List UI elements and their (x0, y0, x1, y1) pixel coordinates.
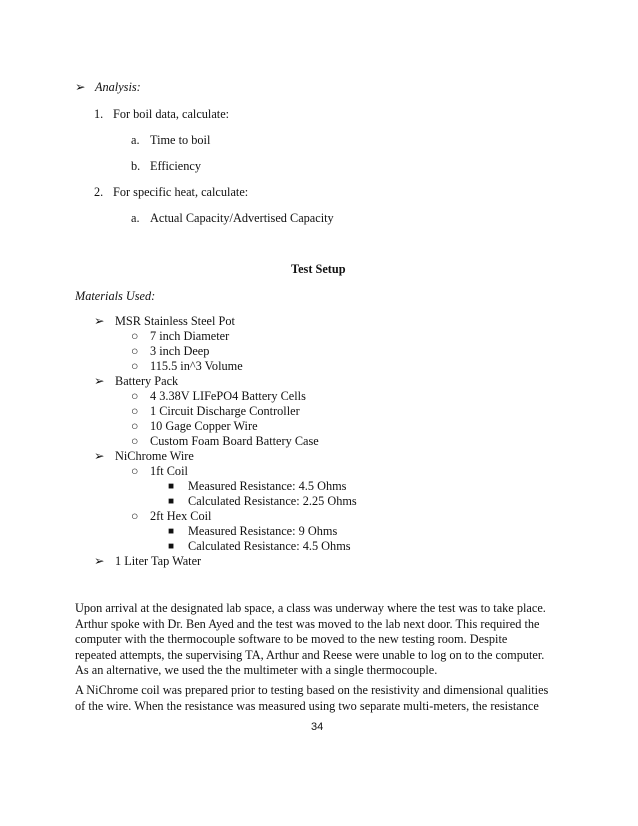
material-detail: Custom Foam Board Battery Case (150, 434, 319, 448)
arrow-bullet-icon: ➢ (94, 554, 105, 568)
arrow-bullet-icon: ➢ (94, 314, 105, 328)
paragraph-line: As an alternative, we used the the multimeter with a single thermocouple. (75, 663, 438, 678)
material-detail: 1ft Coil (150, 464, 188, 478)
material-subdetail: Measured Resistance: 9 Ohms (188, 524, 338, 538)
material-subdetail: Calculated Resistance: 4.5 Ohms (188, 539, 351, 553)
material-detail: 1 Circuit Discharge Controller (150, 404, 300, 418)
list-item: For specific heat, calculate: (113, 185, 249, 199)
material-item: MSR Stainless Steel Pot (115, 314, 235, 328)
circle-bullet-icon: ○ (131, 509, 139, 523)
material-subdetail: Calculated Resistance: 2.25 Ohms (188, 494, 357, 508)
circle-bullet-icon: ○ (131, 464, 139, 478)
list-letter: a. (131, 211, 140, 225)
material-detail: 115.5 in^3 Volume (150, 359, 243, 373)
paragraph-line: of the wire. When the resistance was measured using two separate multi-meters, the resistance (75, 698, 539, 713)
body-paragraph (75, 601, 565, 679)
arrow-bullet-icon: ➢ (75, 80, 86, 94)
circle-bullet-icon: ○ (131, 404, 139, 418)
list-number: 1. (94, 107, 104, 121)
analysis-heading: Analysis: (95, 80, 141, 94)
square-bullet-icon: ■ (168, 496, 175, 507)
material-detail: 10 Gage Copper Wire (150, 419, 258, 433)
materials-label: Materials Used: (75, 289, 156, 303)
circle-bullet-icon: ○ (131, 419, 139, 433)
paragraph-line: A NiChrome coil was prepared prior to testing based on the resistivity and dimensional qualities (75, 683, 549, 697)
material-detail: 7 inch Diameter (150, 329, 230, 343)
list-subitem: Time to boil (150, 133, 211, 147)
circle-bullet-icon: ○ (131, 389, 139, 403)
list-item: For boil data, calculate: (113, 107, 230, 121)
paragraph-line: repeated attempts, the supervising TA, Arthur and Reese were unable to log on to the computer. (75, 647, 545, 662)
material-detail: 4 3.38V LIFePO4 Battery Cells (150, 389, 306, 403)
square-bullet-icon: ■ (168, 481, 175, 492)
list-number: 2. (94, 185, 104, 199)
list-subitem: Actual Capacity/Advertised Capacity (150, 211, 334, 225)
circle-bullet-icon: ○ (131, 344, 139, 358)
list-letter: a. (131, 133, 140, 147)
list-subitem: Efficiency (150, 159, 201, 173)
circle-bullet-icon: ○ (131, 359, 139, 373)
material-item: NiChrome Wire (115, 449, 194, 463)
arrow-bullet-icon: ➢ (94, 374, 105, 388)
arrow-bullet-icon: ➢ (94, 449, 105, 463)
paragraph-line: Upon arrival at the designated lab space, a class was underway where the test was to take place. (75, 601, 546, 615)
circle-bullet-icon: ○ (131, 329, 139, 343)
material-item: 1 Liter Tap Water (115, 554, 202, 568)
material-detail: 2ft Hex Coil (150, 509, 212, 523)
section-title: Test Setup (291, 262, 346, 276)
material-subdetail: Measured Resistance: 4.5 Ohms (188, 479, 347, 493)
body-paragraph (75, 683, 565, 714)
circle-bullet-icon: ○ (131, 434, 139, 448)
material-detail: 3 inch Deep (150, 344, 210, 358)
paragraph-line: Arthur spoke with Dr. Ben Ayed and the test was moved to the lab next door. This required the (75, 616, 540, 631)
page-number: 34 (311, 721, 324, 733)
material-item: Battery Pack (115, 374, 179, 388)
square-bullet-icon: ■ (168, 541, 175, 552)
paragraph-line: computer with the thermocouple software to be moved to the new testing room. Despite (75, 632, 508, 647)
list-letter: b. (131, 159, 141, 173)
square-bullet-icon: ■ (168, 526, 175, 537)
